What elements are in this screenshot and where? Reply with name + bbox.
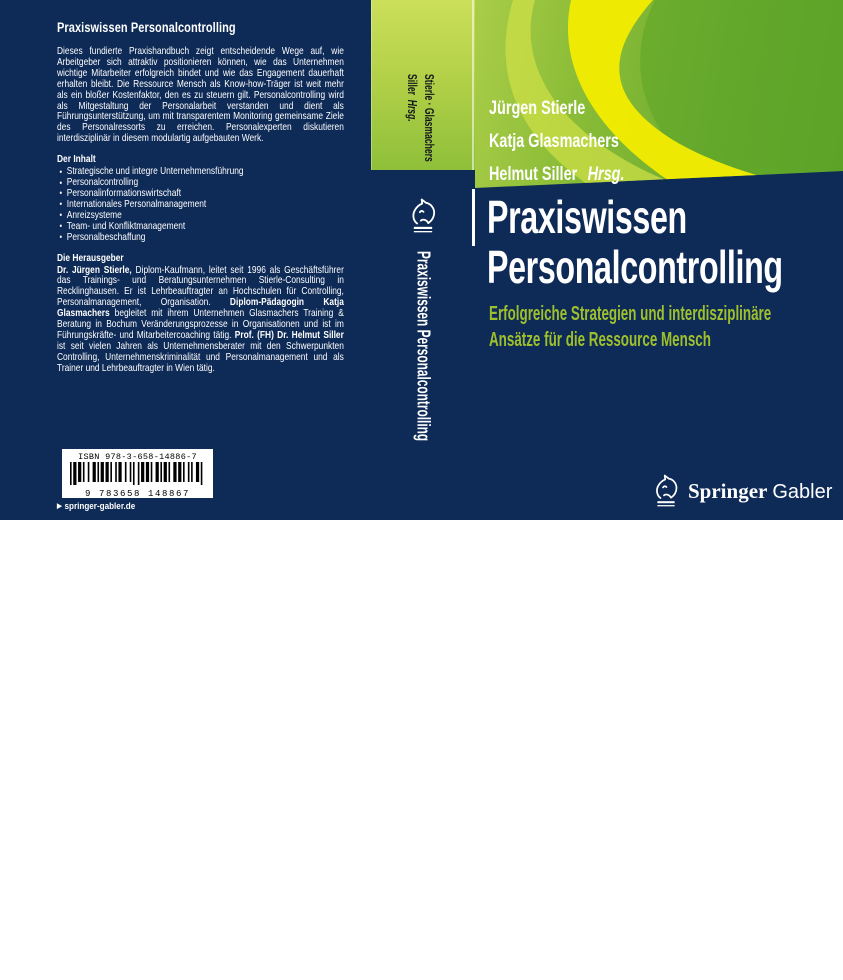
- contents-item: • Team- und Konfliktmanagement: [57, 222, 344, 233]
- publisher-website: [57, 501, 135, 511]
- front-subtitle-line2: Ansätze für die Ressource Mensch: [489, 329, 711, 351]
- back-cover-title: Praxiswissen Personalcontrolling: [57, 20, 236, 35]
- website-url: springer-gabler.de: [64, 501, 136, 511]
- contents-item: • Internationales Personalmanagement: [57, 200, 344, 211]
- front-subtitle-line1: Erfolgreiche Strategien und interdisziplinäre: [489, 303, 772, 325]
- publisher-name: [688, 479, 832, 504]
- publisher-springer: Springer: [688, 478, 768, 503]
- springer-horse-icon: [408, 196, 438, 241]
- contents-item: • Strategische und integre Unternehmensführung: [57, 167, 344, 178]
- title-rule-line: [472, 189, 475, 246]
- contents-item: • Personalcontrolling: [57, 178, 344, 189]
- isbn-barcode: [62, 449, 213, 498]
- isbn-label: ISBN 978-3-658-14886-7: [78, 452, 197, 462]
- editors-heading: Die Herausgeber: [57, 252, 124, 264]
- author-1: Jürgen Stierle: [489, 97, 586, 119]
- front-title-line2: Personalcontrolling: [487, 241, 783, 293]
- front-subtitle: [489, 301, 843, 353]
- back-cover: [57, 20, 344, 375]
- front-hrsg: Hrsg.: [587, 163, 625, 185]
- spine-authors: [404, 74, 438, 162]
- isbn-digits: 9 783658 148867: [84, 489, 190, 499]
- spine-hrsg: Hrsg.: [405, 99, 420, 122]
- publisher-gabler: Gabler: [772, 480, 833, 503]
- spine-authors-line1: Stierle · Glasmachers: [422, 74, 437, 162]
- spine-fold-line-left: [371, 0, 372, 170]
- editors-paragraph: Dr. Jürgen Stierle, Diplom-Kaufmann, leitet seit 1996 als Geschäftsführer das Trainings- und Beratungsunternehmen Stierle-Consulting in Recklinghausen. Er ist Lehrbeauftragter an Hochschulen für Controlling, Personalmanagement, Organisation. Diplom-Pädagogin Katja Glasmachers begleitet mit ihrem Unternehmen Glasmachers Training & Beratung in Bochum Veränderungsprozesse in Organisationen und ist im Führungskräfte- und Mitarbeitercoaching tätig. Prof. (FH) Dr. Helmut Siller ist seit vielen Jahren als Unternehmensberater mit den Schwerpunkten Controlling, Unternehmenskriminalität und Personalmanagement und als Trainer und Lehrbeauftragter in Wien tätig.: [57, 264, 344, 374]
- spine-title: Praxiswissen Personalcontrolling: [413, 251, 434, 442]
- arrow-icon: ▶: [57, 503, 62, 510]
- back-cover-blurb: Dieses fundierte Praxishandbuch zeigt entscheidende Wege auf, wie Arbeitgeber sich attraktiv positionieren können, wie das Unternehmen wichtige Mitarbeiter erfolgreich bindet und wie das Engagement dauerhaft erhalten bleibt. Die Ressource Mensch als Know-how-Träger ist weit mehr als ein bloßer Kostenfaktor, den es zu steuern gilt. Personalcontrolling wird als Mitgestaltung der Personalarbeit verstanden und dient als Führungsunterstützung, um mit transparentem Monitoring gemeinsame Ziele des Personalressorts zu erreichen. Personalexperten diskutieren interdisziplinär in diesem modulartig aufgebauten Werk.: [57, 46, 344, 145]
- contents-item: • Personalinformationswirtschaft: [57, 189, 344, 200]
- barcode-bars-icon: [69, 462, 206, 485]
- spine-fold-line-right: [472, 0, 474, 170]
- springer-horse-icon: [651, 473, 681, 509]
- front-title: [487, 192, 843, 292]
- contents-list: [57, 167, 344, 243]
- spine: [371, 0, 475, 520]
- author-2: Katja Glasmachers: [489, 130, 619, 152]
- author-3: Helmut Siller Hrsg.: [489, 163, 625, 185]
- contents-item: • Personalbeschaffung: [57, 233, 344, 244]
- front-cover: [475, 0, 843, 520]
- publisher-logo: [651, 473, 832, 509]
- contents-item: • Anreizsysteme: [57, 211, 344, 222]
- front-authors: [489, 92, 672, 191]
- contents-heading: Der Inhalt: [57, 154, 96, 166]
- spine-authors-line2: Siller: [405, 74, 420, 95]
- front-title-line1: Praxiswissen: [487, 191, 687, 243]
